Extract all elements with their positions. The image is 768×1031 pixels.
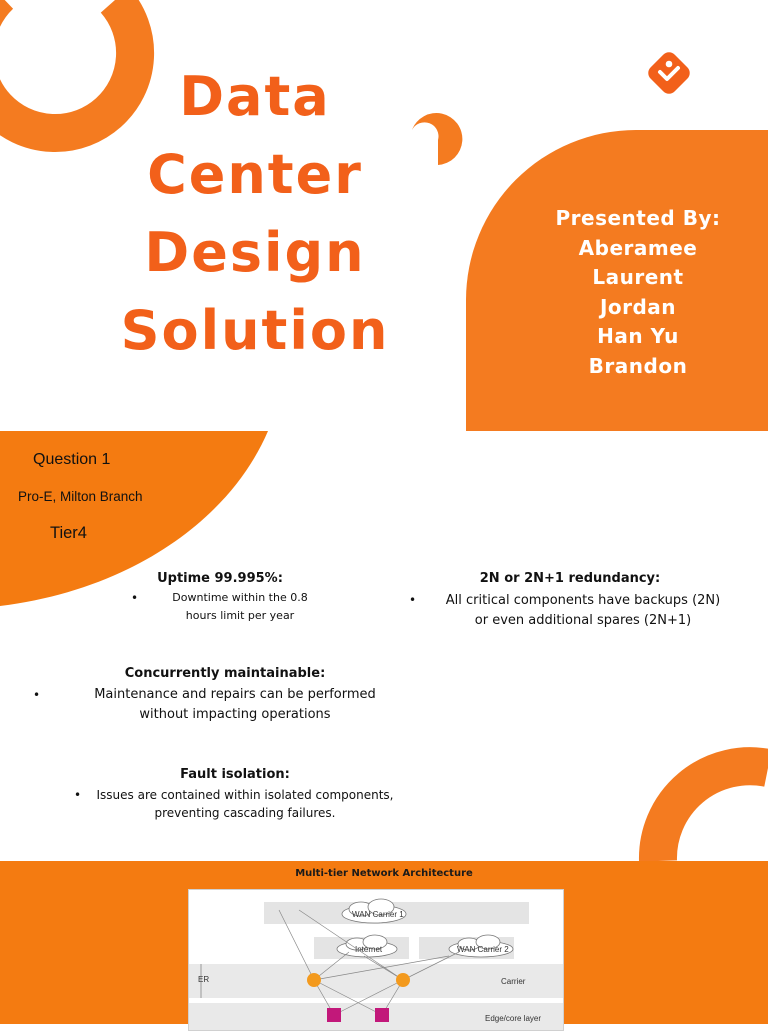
bullet-dot: • [74,788,82,802]
presenter-name: Aberamee [578,235,698,260]
title-line-4: Solution [120,299,390,362]
redundancy-line-2: or even additional spares (2N+1) [474,613,692,628]
connection-lines [279,910,459,1015]
concurrent-heading: Concurrently maintainable: [124,666,326,681]
label-internet: Internet [355,945,383,954]
uptime-text [140,589,340,625]
question-label: Question 1 [33,451,111,468]
fault-heading: Fault isolation: [180,767,290,782]
uptime-line-1: Downtime within the 0.8 [172,591,308,604]
label-wan2: WAN Carrier 2 [457,945,509,954]
concurrent-text [60,685,410,725]
title-line-1: Data [179,65,331,128]
uptime-heading: Uptime 99.995%: [157,571,283,586]
router-icon [396,973,410,987]
switch-icon [327,1008,341,1022]
network-diagram [188,889,564,1031]
label-carrier: Carrier [501,977,526,986]
presenters-heading: Presented By: [555,206,721,230]
label-wan1: WAN Carrier 1 [352,910,404,919]
label-edge: Edge/core layer [485,1014,542,1023]
bullet-dot: • [131,591,139,605]
concurrent-line-1: Maintenance and repairs can be performed [94,687,376,702]
bottom-right-arc [658,766,768,861]
page-title [100,58,410,370]
presenter-name: Laurent [592,265,684,289]
tier-label: Tier4 [50,524,87,542]
fault-text [80,786,410,822]
small-hook-shape [412,113,462,165]
bullet-dot: • [409,593,417,607]
fault-line-1: Issues are contained within isolated components, [96,788,394,802]
diagram-title: Multi-tier Network Architecture [295,868,473,879]
redundancy-text [415,591,751,631]
fault-line-2: preventing cascading failures. [154,806,336,820]
label-er: ER [198,975,210,984]
switch-icon [375,1008,389,1022]
title-line-2: Center [147,143,363,206]
concurrent-line-2: without impacting operations [139,707,331,722]
presenter-name: Han Yu [597,324,679,348]
title-line-3: Design [144,221,366,284]
uptime-line-2: hours limit per year [185,609,295,622]
presenter-name: Brandon [588,353,688,378]
network-diagram-graphic [189,890,563,1030]
redundancy-heading: 2N or 2N+1 redundancy: [479,571,661,586]
checkmark-badge-icon [640,44,698,102]
redundancy-line-1: All critical components have backups (2N) [445,593,721,608]
router-icon [307,973,321,987]
branch-label: Pro-E, Milton Branch [18,489,143,504]
presenter-name: Jordan [599,294,677,319]
presenters-list [548,204,728,381]
bullet-dot: • [33,688,41,702]
